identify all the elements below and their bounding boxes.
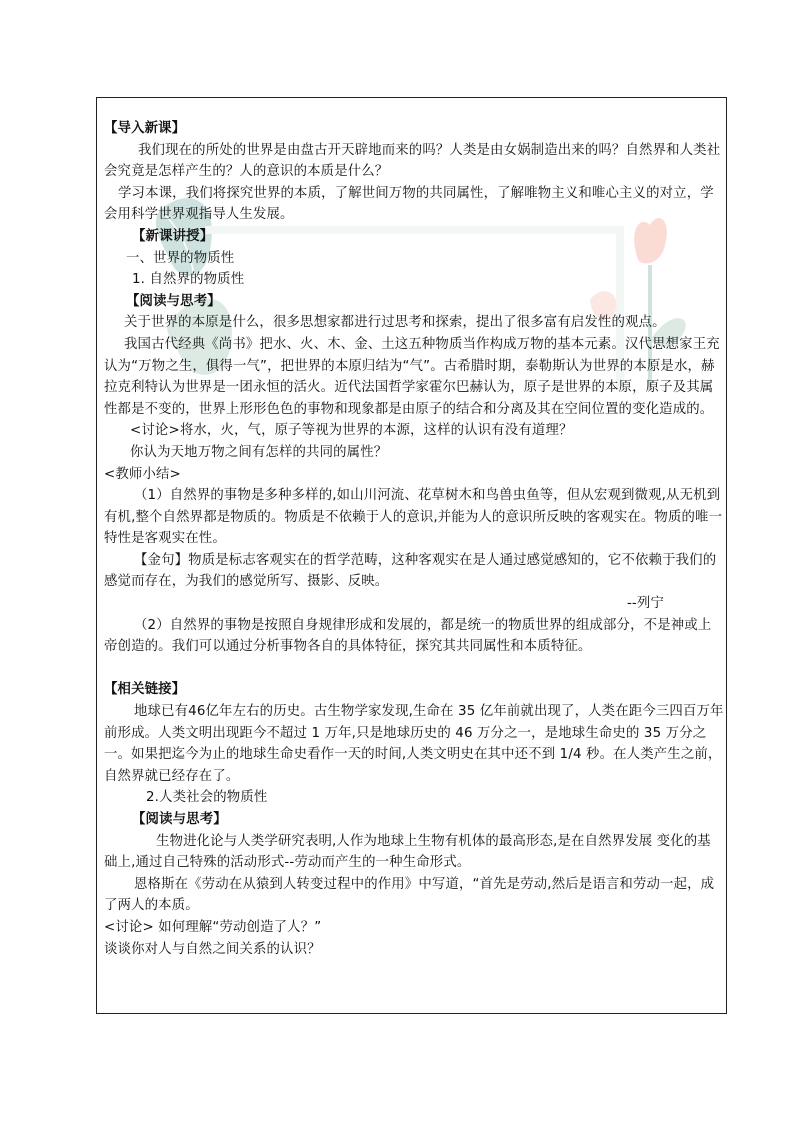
section-heading-reading: 【阅读与思考】 <box>126 293 221 309</box>
quote-author: --列宁 <box>626 596 664 612</box>
paragraph: 生物进化论与人类学研究表明,人作为地球上生物有机体的最高形态,是在自然界发展 变化的基础上,通过自己特殊的活动形式--劳动而产生的一种生命形式。 <box>104 833 711 871</box>
paragraph: 地球已有46亿年左右的历史。古生物学家发现,生命在 35 亿年前就出现了，人类在距今三四百万年前形成。人类文明出现距今不超过 1 万年,只是地球历史的 46 万分之一，是地球生命史的 35 万分之一。如果把迄今为止的地球生命史看作一天的时间,人类文明史在其中还不到 1/4 秒。在人类产生之前，自然界就已经存在了。 <box>104 704 724 784</box>
paragraph: （1）自然界的事物是多种多样的,如山川河流、花草树木和鸟兽虫鱼等，但从宏观到微观,从无机到有机,整个自然界都是物质的。物质是不依赖于人的意识,并能为人的意识所反映的客观实在。物质的唯一特性是客观实在性。 <box>104 488 723 547</box>
quote-paragraph: 【金句】物质是标志客观实在的哲学范畴，这种客观实在是人通过感觉感知的，它不依赖于我们的感觉而存在，为我们的感觉所写、摄影、反映。 <box>104 552 717 590</box>
paragraph: 关于世界的本原是什么，很多思想家都进行过思考和探索，提出了很多富有启发性的观点。 <box>124 315 666 331</box>
discussion-line: 谈谈你对人与自然之间关系的认识？ <box>104 941 321 957</box>
paragraph: 恩格斯在《劳动在从猿到人转变过程中的作用》中写道，“首先是劳动,然后是语言和劳动一起，成了两人的本质。 <box>104 876 715 914</box>
paragraph: 我们现在的所处的世界是由盘古开天辟地而来的吗？人类是由女娲制造出来的吗？自然界和人类社会究竟是怎样产生的？人的意识的本质是什么？ <box>104 142 721 180</box>
subheading: 2.人类社会的物质性 <box>146 790 268 806</box>
discussion-line: <讨论> 如何理解“劳动创造了人？” <box>104 919 322 935</box>
discussion-line: <讨论>将水，火，气，原子等视为世界的本源，这样的认识有没有道理？ <box>130 423 573 439</box>
paragraph: 学习本课，我们将探究世界的本质，了解世间万物的共同属性，了解唯物主义和唯心主义的对立，学会用科学世界观指导人生发展。 <box>104 185 714 223</box>
discussion-line: 你认为天地万物之间有怎样的共同的属性？ <box>130 444 388 460</box>
paragraph: 我国古代经典《尚书》把水、火、木、金、土这五种物质当作构成万物的基本元素。汉代思想家王充认为“万物之生，俱得一气”，把世界的本原归结为“气”。古希腊时期，泰勒斯认为世界的本原是水，赫拉克利特认为世界是一团永恒的活火。近代法国哲学家霍尔巴赫认为，原子是世界的本原，原子及其属性都是不变的，世界上形形色色的事物和现象都是由原子的结合和分离及其在空间位置的变化造成的。 <box>104 336 720 417</box>
document-body <box>104 118 724 960</box>
subheading: 1. 自然界的物质性 <box>132 272 245 288</box>
section-heading-new-lesson: 【新课讲授】 <box>132 228 214 244</box>
subheading: 一、世界的物质性 <box>126 250 235 266</box>
section-heading-intro: 【导入新课】 <box>104 121 186 136</box>
section-heading-related: 【相关链接】 <box>104 682 186 698</box>
section-heading-reading-2: 【阅读与思考】 <box>132 812 227 827</box>
teacher-summary-label: <教师小结> <box>104 466 181 482</box>
paragraph: （2）自然界的事物是按照自身规律形成和发展的，都是统一的物质世界的组成部分，不是神或上帝创造的。我们可以通过分析事物各自的具体特征，探究其共同属性和本质特征。 <box>104 617 712 655</box>
